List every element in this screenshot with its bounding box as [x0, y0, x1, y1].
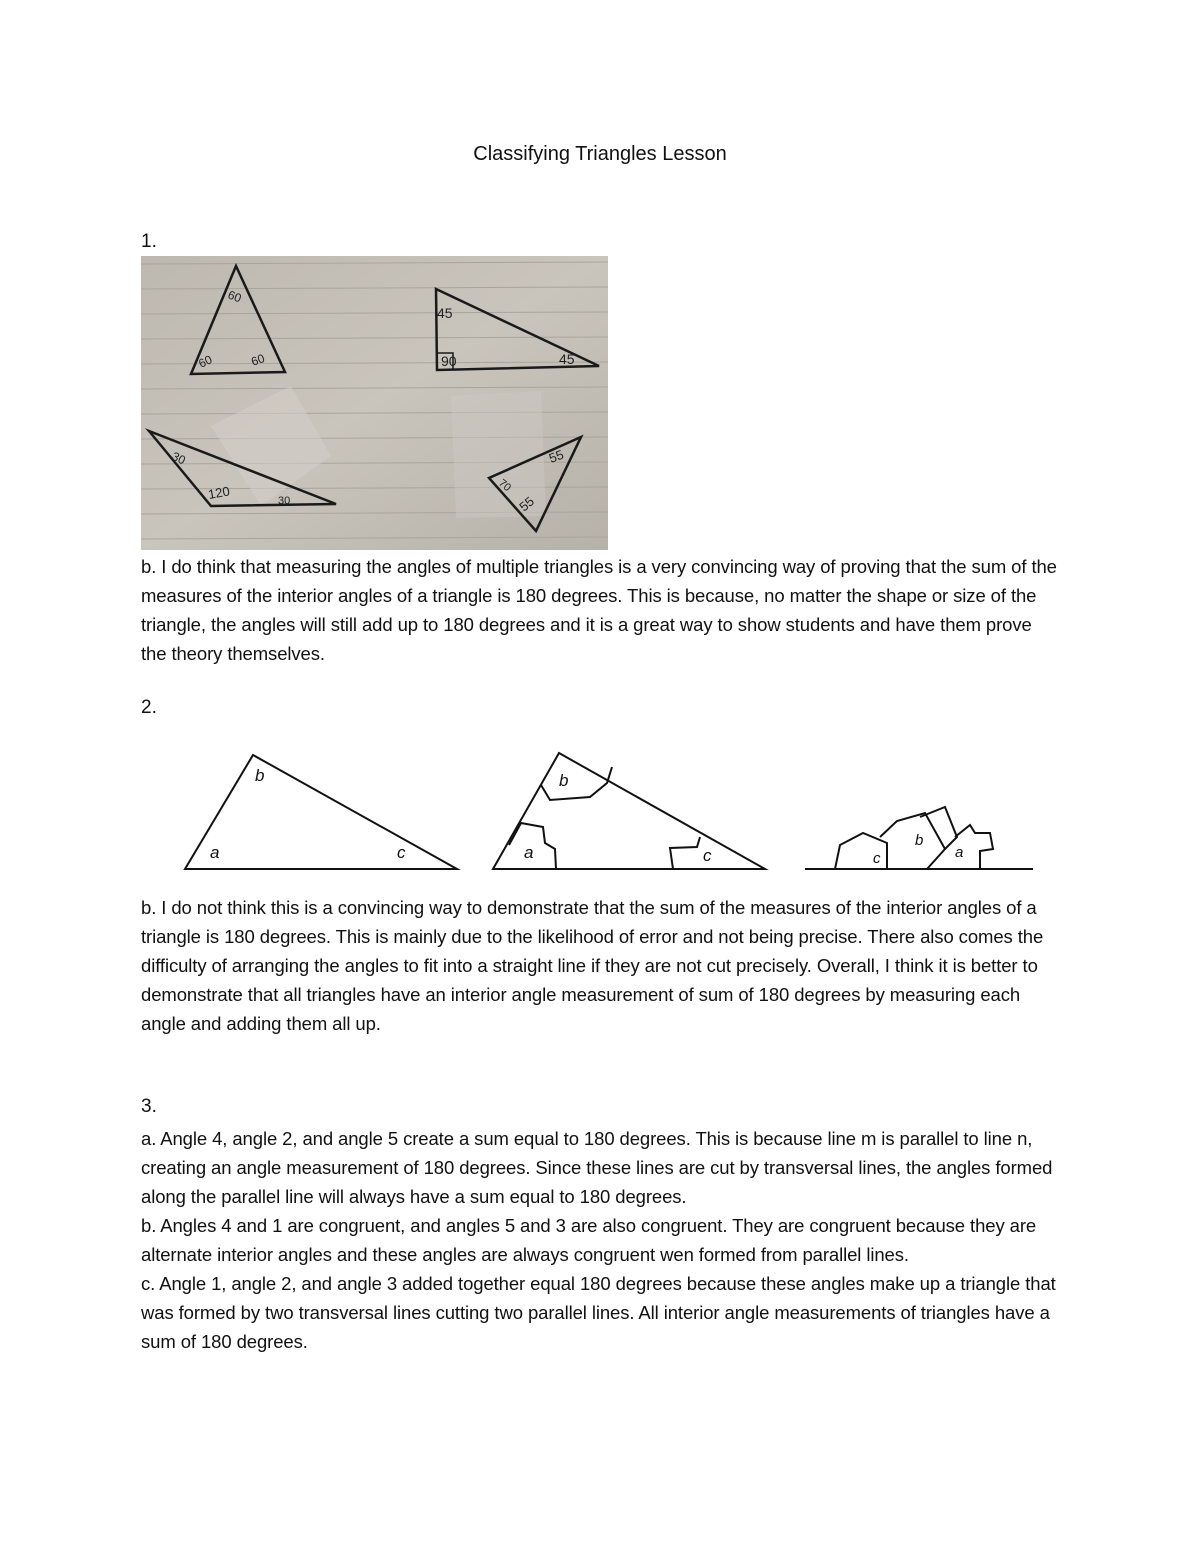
section-1-number: 1. — [141, 231, 157, 252]
section-1-answer-b — [141, 552, 1061, 668]
svg-text:70: 70 — [496, 477, 514, 495]
label-angle-b-1: b — [255, 766, 265, 785]
label-angle-b-2: b — [559, 771, 569, 790]
label-angle-a-1: a — [210, 843, 220, 862]
section-3-answer-c: c. Angle 1, angle 2, and angle 3 added together equal 180 degrees because these angles make up a triangle that was formed by two transversal lines cutting two parallel lines. All interior angle measurements of triangles have a sum of 180 degrees. — [141, 1273, 1056, 1352]
svg-text:55: 55 — [516, 493, 538, 515]
section-2-number: 2. — [141, 697, 157, 718]
label-angle-c-1: c — [397, 843, 406, 862]
section-3-answers — [141, 1124, 1061, 1356]
svg-text:90: 90 — [441, 353, 457, 369]
label-angle-c-3: c — [873, 850, 881, 867]
svg-text:120: 120 — [206, 483, 231, 502]
svg-text:60: 60 — [249, 351, 267, 369]
triangles-photo — [141, 256, 608, 550]
section-3-number: 3. — [141, 1096, 157, 1117]
svg-text:30: 30 — [278, 495, 291, 507]
section-3-answer-b: b. Angles 4 and 1 are congruent, and angles 5 and 3 are also congruent. They are congruent because they are alternate interior angles and these angles are always congruent wen formed from parallel lines. — [141, 1215, 1037, 1265]
section-2-answer-b — [141, 893, 1061, 1038]
torn-angles-diagram — [175, 745, 1045, 880]
svg-text:60: 60 — [225, 287, 244, 306]
svg-text:45: 45 — [437, 305, 453, 321]
svg-text:30: 30 — [169, 449, 188, 468]
label-angle-b-3: b — [915, 832, 924, 849]
section-1-answer-b-text: b. I do think that measuring the angles of multiple triangles is a very convincing way of proving that the sum of the measures of the interior angles of a triangle is 180 degrees. This is because, no matter the shape or size of the triangle, the angles will still add up to 180 degrees and it is a great way to show students and have them prove the theory themselves. — [141, 556, 1057, 664]
section-3-answer-a: a. Angle 4, angle 2, and angle 5 create a sum equal to 180 degrees. This is because line m is parallel to line n, creating an angle measurement of 180 degrees. Since these lines are cut by transversal lines, the angles formed along the parallel line will always have a sum equal to 180 degrees. — [141, 1128, 1053, 1207]
label-angle-c-2: c — [703, 846, 712, 865]
svg-text:45: 45 — [559, 351, 575, 367]
svg-text:55: 55 — [546, 446, 566, 466]
label-angle-a-2: a — [524, 843, 534, 862]
page-title: Classifying Triangles Lesson — [473, 143, 727, 165]
section-2-answer-b-text: b. I do not think this is a convincing way to demonstrate that the sum of the measures of the interior angles of a triangle is 180 degrees. This is mainly due to the likelihood of error and not being precise. There also comes the difficulty of arranging the angles to fit into a straight line if they are not cut precisely. Overall, I think it is better to demonstrate that all triangles have an interior angle measurement of sum of 180 degrees by measuring each angle and adding them all up. — [141, 897, 1044, 1034]
svg-text:60: 60 — [196, 352, 215, 371]
label-angle-a-3: a — [955, 844, 964, 861]
